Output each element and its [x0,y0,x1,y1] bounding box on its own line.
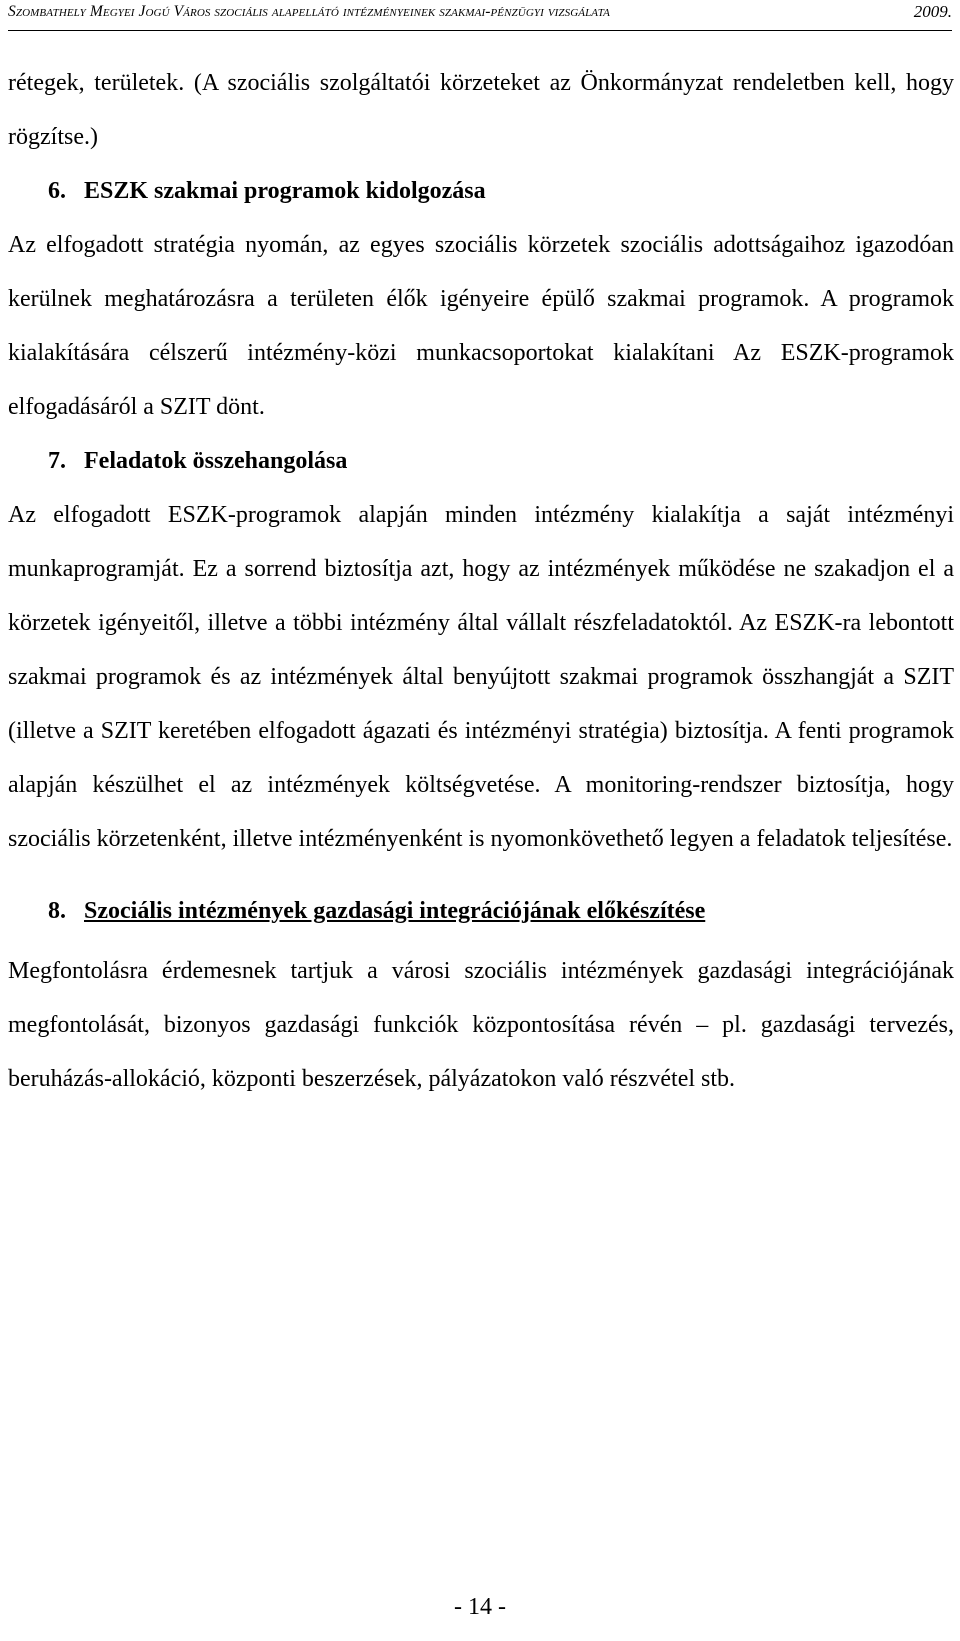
section-number-8: 8. [48,898,66,924]
section-heading-6 [8,164,954,218]
paragraph-section-7: Az elfogadott ESZK-programok alapján minden intézmény kialakítja a saját intézményi munkaprogramját. Ez a sorrend biztosítja azt, hogy az intézmények működése ne szakadjon el a körzetek igényeitől, illetve a többi intézmény által vállalt részfeladatoktól. Az ESZK-ra lebontott szakmai programok és az intézmények által benyújtott szakmai programok összhangját a SZIT (illetve a SZIT keretében elfogadott ágazati és intézményi stratégia) biztosítja. A fenti programok alapján készülhet el az intézmények költségvetése. A monitoring-rendszer biztosítja, hogy szociális körzetenként, illetve intézményenként is nyomonkövethető legyen a feladatok teljesítése. [8,502,954,852]
paragraph-section-8: Megfontolásra érdemesnek tartjuk a városi szociális intézmények gazdasági integrációjának megfontolását, bizonyos gazdasági funkciók központosítása révén – pl. gazdasági tervezés, beruházás-allokáció, központi beszerzések, pályázatokon való részvétel stb. [8,958,954,1092]
section-number-6: 6. [48,178,66,204]
section-number-7: 7. [48,448,66,474]
document-body [8,56,954,1106]
header-title: Szombathely Megyei Jogú Város szociális alapellátó intézményeinek szakmai-pénzügyi vizsgálata [8,3,610,20]
header-year: 2009. [913,2,952,21]
paragraph-intro: rétegek, területek. (A szociális szolgáltatói körzeteket az Önkormányzat rendeletben kell, hogy rögzítse.) [8,70,954,150]
section-title-8: Szociális intézmények gazdasági integrációjának előkészítése [84,898,706,924]
section-title-7: Feladatok összehangolása [84,448,348,474]
section-heading-7 [8,434,954,488]
paragraph-section-6: Az elfogadott stratégia nyomán, az egyes szociális körzetek szociális adottságaihoz igazodóan kerülnek meghatározásra a területen élők igényeire épülő szakmai programok. A programok kialakítására célszerű intézmény-közi munkacsoportokat kialakítani Az ESZK-programok elfogadásáról a SZIT dönt. [8,232,954,420]
page-number: - 14 - [454,1594,506,1620]
section-title-6: ESZK szakmai programok kidolgozása [84,178,486,204]
section-heading-8 [8,884,954,938]
running-header [8,0,952,31]
